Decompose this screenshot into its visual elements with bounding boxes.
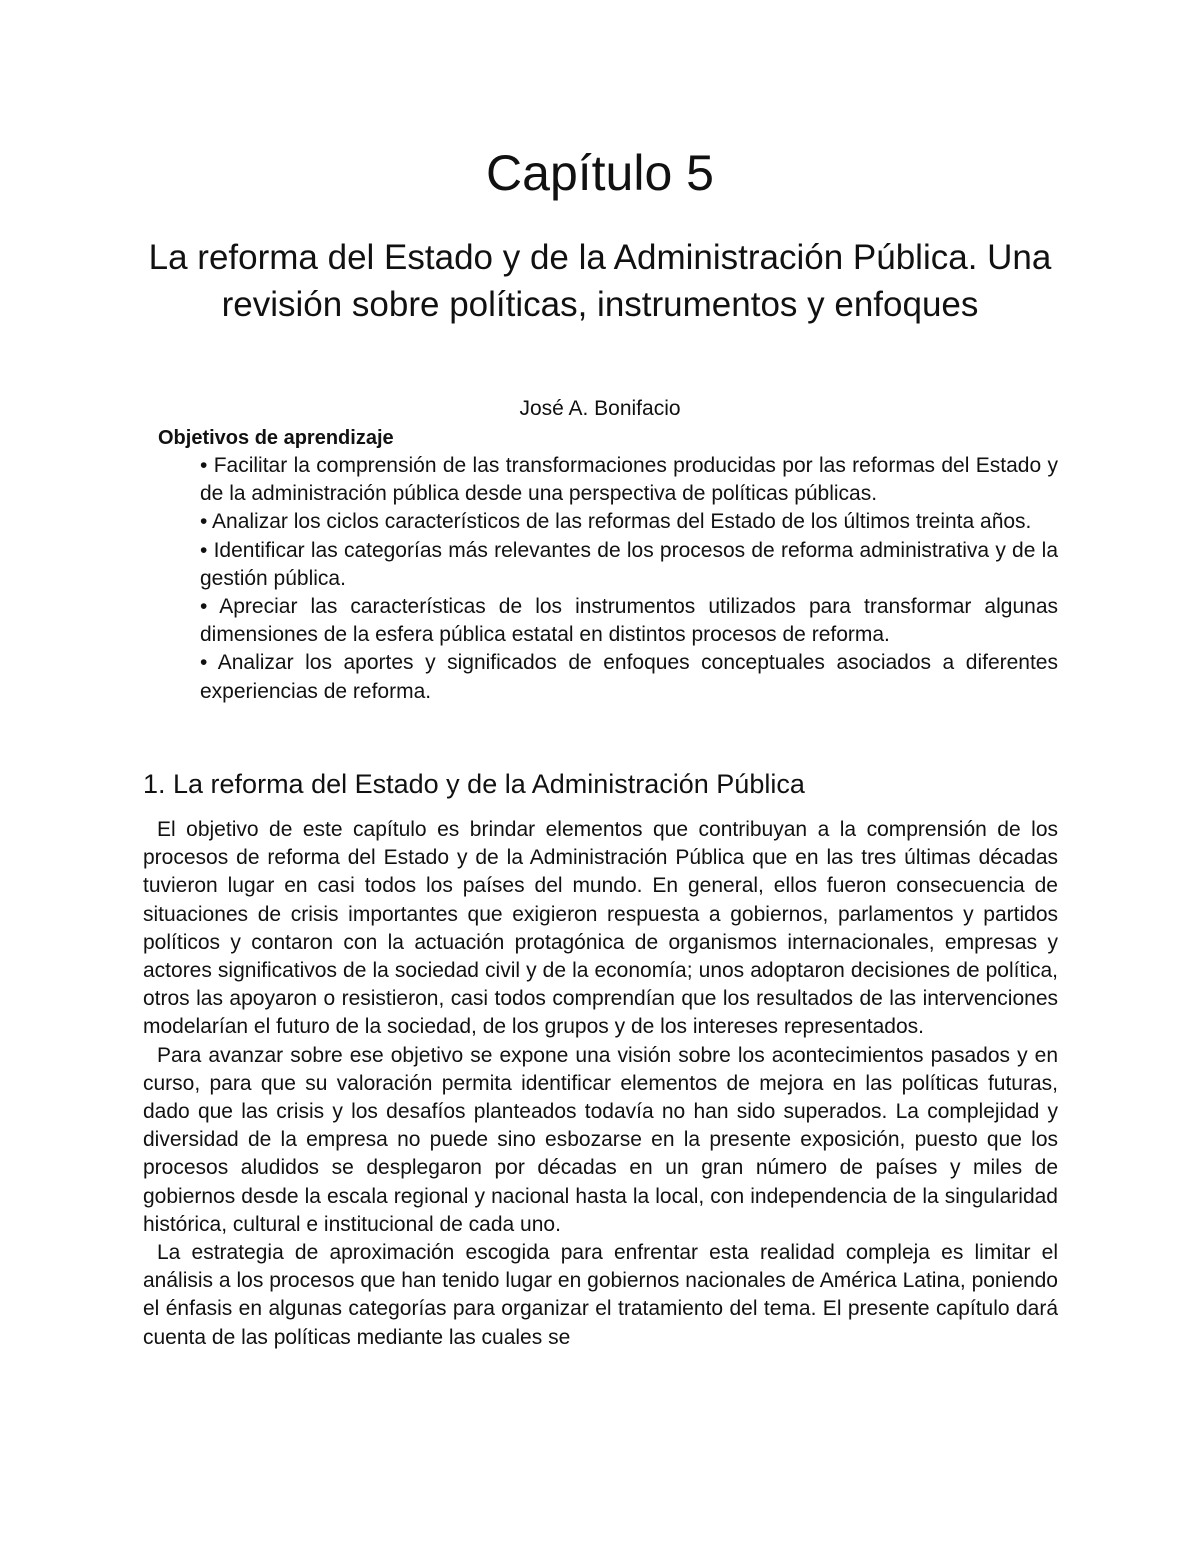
objectives-heading: Objetivos de aprendizaje: [158, 427, 394, 449]
body-paragraph: La estrategia de aproximación escogida para enfrentar esta realidad compleja es limitar el análisis a los procesos que han tenido lugar en gobiernos nacionales de América Latina, poniendo el énfasis en algunas categorías para organizar el tratamiento del tema. El presente capítulo dará cuenta de las políticas mediante las cuales se: [143, 1241, 1058, 1349]
objective-item: • Facilitar la comprensión de las transformaciones producidas por las reformas del Estado y de la administración pública desde una perspectiva de políticas públicas.: [200, 454, 1058, 506]
section-body: [143, 816, 1058, 1352]
author-name: José A. Bonifacio: [519, 397, 681, 420]
objective-item: • Apreciar las características de los instrumentos utilizados para transformar algunas dimensiones de la esfera pública estatal en distintos procesos de reforma.: [200, 595, 1058, 647]
body-paragraph: El objetivo de este capítulo es brindar elementos que contribuyan a la comprensión de los procesos de reforma del Estado y de la Administración Pública que en las tres últimas décadas tuvieron lugar en casi todos los países del mundo. En general, ellos fueron consecuencia de situaciones de crisis importantes que exigieron respuesta a gobiernos, parlamentos y partidos políticos y contaron con la actuación protagónica de organismos internacionales, empresas y actores significativos de la sociedad civil y de la economía; unos adoptaron decisiones de política, otros las apoyaron o resistieron, casi todos comprendían que los resultados de las intervenciones modelarían el futuro de la sociedad, de los grupos y de los intereses representados.: [143, 818, 1058, 1039]
objective-item: • Identificar las categorías más relevantes de los procesos de reforma administrativa y de la gestión pública.: [200, 538, 1058, 590]
objective-item: • Analizar los ciclos característicos de las reformas del Estado de los últimos treinta años.: [200, 510, 1032, 534]
section-heading: 1. La reforma del Estado y de la Administración Pública: [143, 769, 805, 799]
objective-item: • Analizar los aportes y significados de enfoques conceptuales asociados a diferentes experiencias de reforma.: [200, 651, 1058, 703]
body-paragraph: Para avanzar sobre ese objetivo se expone una visión sobre los acontecimientos pasados y en curso, para que su valoración permita identificar elementos de mejora en las políticas futuras, dado que las crisis y los desafíos planteados todavía no han sido superados. La complejidad y diversidad de la empresa no puede sino esbozarse en la presente exposición, puesto que los procesos aludidos se desplegaron por décadas en un gran número de países y miles de gobiernos desde la escala regional y nacional hasta la local, con independencia de la singularidad histórica, cultural e institucional de cada uno.: [143, 1043, 1058, 1236]
chapter-title: La reforma del Estado y de la Administración Pública. Una revisión sobre políticas, instrumentos y enfoques: [148, 238, 1052, 324]
chapter-label: Capítulo 5: [486, 145, 714, 201]
objectives-list: [200, 452, 1058, 706]
